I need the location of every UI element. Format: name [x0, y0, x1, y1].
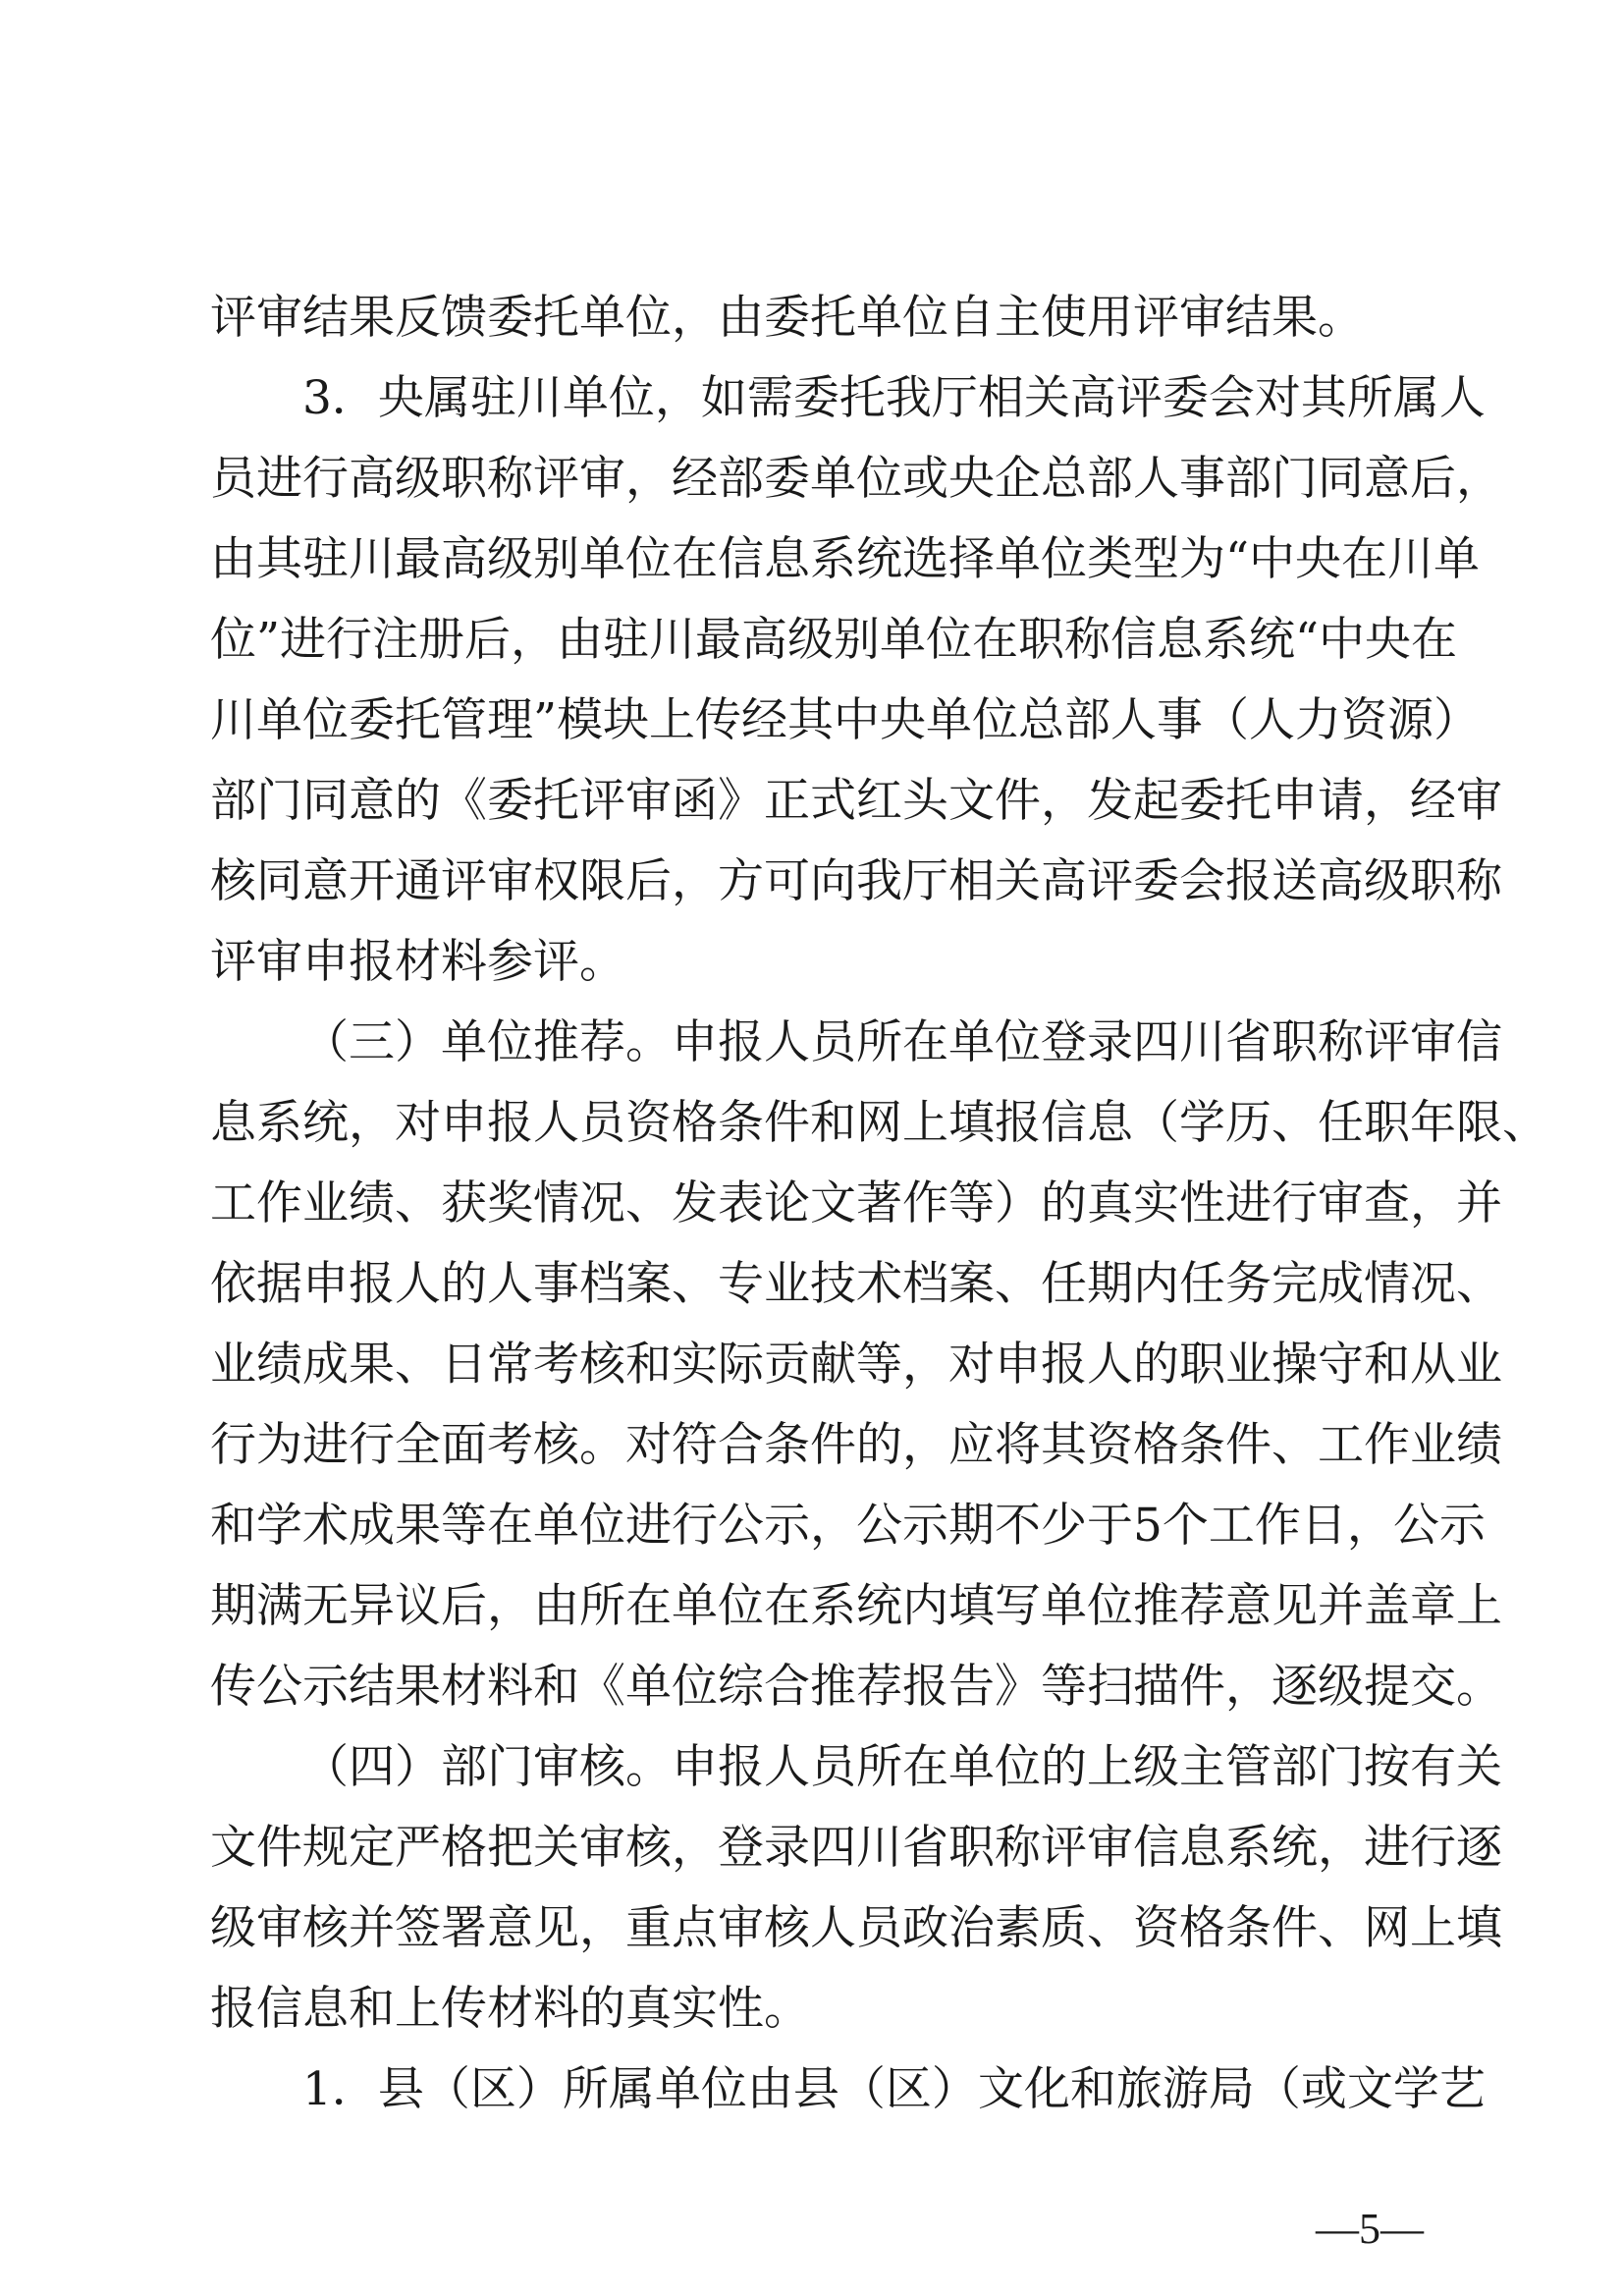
- paragraph-line: 行为进行全面考核。对符合条件的，应将其资格条件、工作业绩: [210, 1418, 1502, 1472]
- paragraph-line: 传公示结果材料和《单位综合推荐报告》等扫描件，逐级提交。: [210, 1660, 1502, 1714]
- paragraph-line: 核同意开通评审权限后，方可向我厅相关高评委会报送高级职称: [210, 854, 1502, 908]
- paragraph-line: 川单位委托管理”模块上传经其中央单位总部人事（人力资源）: [210, 693, 1481, 747]
- paragraph-line: 依据申报人的人事档案、专业技术档案、任期内任务完成情况、: [210, 1257, 1502, 1311]
- paragraph-line: 员进行高级职称评审，经部委单位或央企总部人事部门同意后，: [210, 452, 1502, 506]
- paragraph-line: 评审结果反馈委托单位，由委托单位自主使用评审结果。: [210, 291, 1364, 345]
- paragraph-line: （四）部门审核。申报人员所在单位的上级主管部门按有关: [302, 1740, 1502, 1794]
- paragraph-line: 由其驻川最高级别单位在信息系统选择单位类型为“中央在川单: [210, 532, 1481, 586]
- paragraph-line: 评审申报材料参评。: [210, 935, 625, 989]
- paragraph-line: 位”进行注册后，由驻川最高级别单位在职称信息系统“中央在: [210, 613, 1458, 667]
- paragraph-line: 工作业绩、获奖情况、发表论文著作等）的真实性进行审查，并: [210, 1176, 1502, 1230]
- page-number: —5—: [1316, 2205, 1424, 2253]
- paragraph-line: 部门同意的《委托评审函》正式红头文件，发起委托申请，经审: [210, 774, 1502, 828]
- paragraph-line: 3．央属驻川单位，如需委托我厅相关高评委会对其所属人: [302, 371, 1486, 425]
- paragraph-line: 业绩成果、日常考核和实际贡献等，对申报人的职业操守和从业: [210, 1338, 1502, 1392]
- paragraph-line: 文件规定严格把关审核，登录四川省职称评审信息系统，进行逐: [210, 1821, 1502, 1875]
- paragraph-line: 报信息和上传材料的真实性。: [210, 1982, 810, 2036]
- paragraph-line: 息系统，对申报人员资格条件和网上填报信息（学历、任职年限、: [210, 1096, 1548, 1150]
- paragraph-line: 期满无异议后，由所在单位在系统内填写单位推荐意见并盖章上: [210, 1579, 1502, 1633]
- paragraph-line: （三）单位推荐。申报人员所在单位登录四川省职称评审信: [302, 1015, 1502, 1069]
- paragraph-line: 和学术成果等在单位进行公示，公示期不少于5个工作日，公示: [210, 1499, 1486, 1553]
- paragraph-line: 级审核并签署意见，重点审核人员政治素质、资格条件、网上填: [210, 1901, 1502, 1955]
- paragraph-line: 1．县（区）所属单位由县（区）文化和旅游局（或文学艺: [302, 2062, 1486, 2116]
